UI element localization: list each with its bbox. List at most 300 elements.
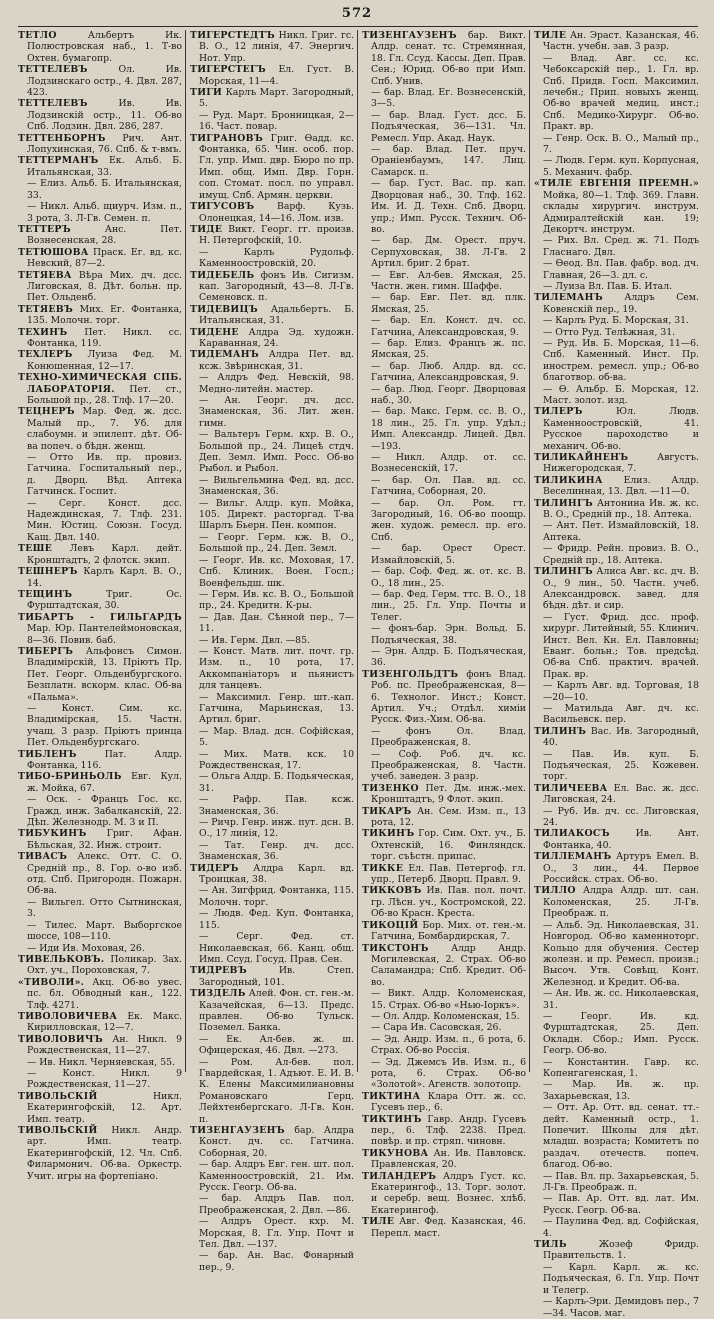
directory-entry [362, 988, 526, 1011]
entry-details: — Мар. Ив. ж. пр. Захарьевская, 13. [543, 1079, 699, 1102]
entry-details: — Георг. Ив. кд. Фурштадтская, 25. Деп. Окладн. Сбор.; Имп. Русск. Геогр. Об-во. [543, 1010, 699, 1057]
directory-entry [18, 304, 182, 327]
entry-details: Августъ. Нижегородская, 7. [543, 452, 699, 475]
entry-surname: ТЕТТЕНБОРНЪ [18, 132, 106, 144]
directory-entry [190, 863, 354, 886]
directory-entry [534, 543, 699, 566]
entry-details: Мих. Ег. Фонтанка, 135. Молочн. торг. [27, 303, 182, 327]
directory-entry [362, 235, 526, 269]
entry-details: — Матильда Авг. дч. кс. Васильевск. пер. [543, 702, 699, 726]
entry-details: Алдра Эд. художн. Караванная, 24. [199, 326, 354, 349]
directory-entry [534, 988, 699, 1011]
directory-entry [362, 783, 526, 806]
entry-details: — Евг. Ал-бев. Ямская, 25. Частн. жен. гимн. Шаффе. [371, 269, 526, 292]
entry-details: — Эд. Андр. Изм. п., 6 рота, 6. Страх. Об-во Россія. [371, 1033, 526, 1057]
entry-surname: ТИВОЛЬСКІЙ [18, 1125, 98, 1136]
directory-entry [534, 566, 699, 612]
directory-entry [534, 1296, 699, 1319]
directory-entry [18, 749, 182, 772]
directory-entry [18, 406, 182, 452]
entry-surname: ТЕТЮШОВА [18, 246, 89, 258]
entry-surname: ТИЗЕНКО [362, 782, 419, 794]
directory-entry [534, 680, 699, 703]
directory-entry [534, 920, 699, 988]
directory-entry [534, 1079, 699, 1102]
entry-details: — бар. Алдръ Пав. пол. Преображенская, 2. Двл. —86. [199, 1193, 354, 1216]
directory-entry [190, 87, 354, 110]
entry-details: Поликар. Зах. Охт. уч., Пороховская, 7. [27, 953, 182, 977]
entry-details: Ек. Макс. Кирилловская, 12—7. [27, 1010, 182, 1034]
directory-entry [534, 452, 699, 475]
entry-details: — Тилес. Март. Выборгское шоссе, 108—110. [27, 919, 182, 943]
entry-details: Алдр Андр. Могилевская, 2. Страх. Об-во Саламандра; Спб. Кредит. Об-во. [371, 942, 526, 988]
entry-details: — Людв. Герм. куп. Корпусная, 5. Механич. фабр. [543, 155, 699, 178]
entry-surname: ТИЛЕМАНЪ [534, 292, 603, 304]
entry-surname: ТЕЩИНЪ [18, 588, 73, 600]
entry-surname: ТИЛИНЪ [534, 725, 587, 737]
directory-entry [190, 327, 354, 350]
entry-details: — Тат. Генр. дч. дсс. Знаменская, 36. [199, 839, 354, 863]
entry-surname: ТИЛИНГЪ [534, 566, 593, 578]
entry-details: Алдра Пет. вд. ксж. Звѣринская, 31. [199, 349, 354, 372]
entry-details: — Конст. Сим. кс. Владимірская, 15. Частн. учащ. 3 разр. Пріютъ принца Пет. Ольденбургскаго. [27, 702, 182, 749]
directory-entry [362, 361, 526, 384]
directory-entry [362, 726, 526, 749]
directory-entry [190, 1057, 354, 1125]
directory-entry [18, 133, 182, 156]
directory-entry [190, 635, 354, 646]
entry-details: — бар. Влад. Пет. пруч. Ораніенбаумъ, 147. Лиц. Самарск. п. [371, 144, 526, 178]
entry-surname: ТИДЕНЕ [190, 326, 239, 338]
entry-surname: «ТИЛЕ ЕВГЕНІЯ ПРЕЕМН.» [534, 178, 699, 190]
entry-surname: ТИДЕ [190, 223, 223, 235]
entry-details: Антонина Ив. ж. кс. В. О., Средній пр., 18. Аптека. [543, 497, 699, 521]
entry-details: — бар. Орест Орест. Измайловскій, 5. [371, 543, 526, 566]
entry-details: Акц. Об-во увес. пс. бл. Обводный кан., 122. Тлф. 4271. [27, 976, 182, 1011]
directory-entry [18, 920, 182, 943]
directory-entry [362, 1011, 526, 1022]
directory-entry [534, 1193, 699, 1216]
directory-entry [190, 612, 354, 635]
entry-details: Алдра Карл. вд. Троицкая, 38. [199, 862, 354, 886]
entry-surname: ТИЗЕНГОЛЬДТЪ [362, 668, 459, 680]
entry-details: — Ѳеод. Вл. Пав. фабр. вод. дч. Главная, 26—3. дл. с. [543, 258, 699, 281]
entry-details: — бар. Влад. Густ. дсс. Б. Подъяческая, 36—131. Чл. Ремесл. Упр. Акад. Наук. [371, 109, 526, 144]
directory-entry [534, 235, 699, 258]
directory-entry [18, 943, 182, 954]
directory-entry [534, 1216, 699, 1239]
directory-entry [362, 1216, 526, 1239]
directory-entry [362, 543, 526, 566]
directory-entry [362, 863, 526, 886]
directory-entry [18, 1091, 182, 1125]
directory-entry [362, 828, 526, 862]
directory-entry [534, 258, 699, 281]
entry-surname: ТИЛЛЕМАНЪ [534, 851, 612, 863]
entry-details: — Никл. Альб. щиурч. Изм. п., 3 рота, 3. Л-Гв. Семен. п. [27, 201, 182, 224]
directory-entry [534, 1239, 699, 1262]
entry-details: Евг. Кул. ж. Мойка, 67. [27, 771, 182, 794]
directory-entry [534, 384, 699, 407]
entry-details: Вѣра Мих. дч. дсс. Лиговская, 8. Дѣт. больн. пр. Пет. Ольденб. [27, 269, 182, 304]
directory-entry [534, 1262, 699, 1296]
directory-entry [190, 270, 354, 304]
entry-details: Авг. Фед. Казанская, 46. Перепл. маст. [371, 1216, 526, 1239]
directory-entry [18, 1034, 182, 1057]
entry-details: — Ив. Герм. Двл. —85. [199, 634, 310, 646]
directory-entry [190, 908, 354, 931]
directory-entry [362, 669, 526, 726]
entry-details: фонъ Ив. Сигизм. кап. Загородный, 43—8. Л-Гв. Семеновск. п. [199, 269, 354, 304]
entry-surname: ТЕТЛО [18, 30, 57, 41]
entry-details: — бар. Макс. Герм. сс. В. О., 18 лин., 25. Гл. упр. Удѣл.; Имп. Александр. Лицей. Двл. —193. [371, 406, 526, 452]
entry-details: Анс. Пет. Вознесенская, 28. [27, 223, 182, 247]
entry-details: — Пав. Вл. пр. Захарьевская, 5. Л-Гв. Преображ. п. [543, 1170, 699, 1194]
entry-details: — Вильгел. Отто Сытнинская, 3. [27, 896, 182, 920]
directory-entry [534, 749, 699, 783]
entry-surname: ТИККОВЪ [362, 885, 422, 897]
directory-entry [18, 646, 182, 703]
directory-entry [190, 372, 354, 395]
entry-details: — Пав. Ар. Отт. вд. лат. Им. Русск. Геогр. Об-ва. [543, 1193, 699, 1216]
entry-surname: ТИГЕРСТЕДТЪ [190, 30, 275, 41]
entry-details: — Альб. Эд. Николаевская, 31. Новгород. Об-во каменноторг. Кольцо для обучения. Сестер жолезн. и пр. Ремесл. произв.; Высоч. Утв. Совѣщ. Конт. Железнод. и Кредит. Об-ва. [543, 919, 699, 988]
entry-details: Карлъ Карл. В. О., 14. [27, 566, 182, 589]
directory-entry [18, 897, 182, 920]
directory-entry [534, 133, 699, 156]
directory-entry [534, 851, 699, 885]
directory-entry [362, 1114, 526, 1148]
directory-entry [190, 646, 354, 692]
entry-surname: ТЕТТЕЛЕВЪ [18, 98, 88, 110]
directory-entry [534, 327, 699, 338]
entry-details: Ан. Эраст. Казанская, 46. Частн. учебн. зав. 3 разр. [543, 30, 699, 53]
directory-entry [534, 498, 699, 521]
entry-details: Никл. Екатерингофскій, 12. Арт. Имп. театр. [27, 1090, 182, 1125]
entry-surname: ТИКОЦІЙ [362, 919, 419, 931]
column-1 [18, 30, 186, 1182]
entry-details: — бар. Ел. Конст. дч. сс. Гатчина, Александровская, 9. [371, 315, 526, 338]
entry-details: — бар. Густ. Вас. пр. кап. Дворцовая наб., 30. Тлф. 162. Им. И. Д. Техн. Спб. Дворц. упр.; Имп. Русск. Технич. Об-во. [371, 178, 526, 235]
entry-surname: ТИЛИЧЕЕВА [534, 782, 608, 794]
entry-details: Никл. Андр. арт. Имп. театр. Екатерингофскій, 12. Чл. Спб. Филармонич. Об-ва. Оркестр. Учит. игры на фортепіано. [27, 1125, 182, 1182]
entry-details: Ан. Сем. Изм. п., 13 рота, 12. [371, 805, 526, 829]
directory-entry [534, 520, 699, 543]
entry-details: — Карлъ Руд. Б. Морская, 31. [543, 315, 690, 327]
directory-entry [18, 771, 182, 794]
entry-details: Алдра Алдр. шт. сан. Коломенская, 25. Л-Гв. Преображ. п. [543, 885, 699, 920]
directory-entry [190, 64, 354, 87]
directory-entry [190, 395, 354, 429]
entry-details: — фонъ Ол. Влад. Преображенская, 8. [371, 725, 526, 749]
entry-details: Артуръ Емел. В. О., 3 лин., 44. Первое Российск. страх. Об-во. [543, 851, 699, 886]
directory-entry [534, 30, 699, 53]
entry-details: — Герм. Ив. кс. В. О., Большой пр., 24. Кредитн. К-ры. [199, 588, 354, 612]
entry-details: — Пав. Ив. куп. Б. Подъяческая, 25. Кожевен. торг. [543, 748, 699, 783]
entry-details: Ел. Пав. Петергоф. гл. упр., Петерб. Дворц. Правл. 9. [371, 862, 526, 886]
entry-details: — Отто Ив. пр. провиз. Гатчина. Госпитальный пер., д. Дворц. Вѣд. Аптека Гатчинск. Госпит. [27, 452, 182, 498]
directory-entry [362, 1022, 526, 1033]
entry-surname: ТИБЕРГЪ [18, 645, 74, 657]
entry-details: — Иди Ив. Моховая, 26. [27, 942, 145, 954]
entry-details: Гавр. Андр. Гусевъ пер., 6. Тлф. 2238. Пред. повѣр. и пр. стряп. чиновн. [371, 1113, 526, 1148]
entry-details: Ел. Вас. ж. дсс. Лиговская, 24. [543, 782, 699, 806]
entry-details: бар. Викт. Алдр. сенат. тс. Стремянная, 18. Гл. Ссуд. Кассы. Деп. Прав. Сен.; Юрид. Об-во при Имп. Спб. Унив. [371, 30, 526, 87]
entry-details: — Рафр. Пав. ксж. Знаменская, 36. [199, 794, 354, 817]
directory-entry [362, 292, 526, 315]
entry-surname: ТЕТТЕРЪ [18, 223, 71, 235]
directory-entry [362, 920, 526, 943]
entry-details: — бар. Влад. Ег. Вознесенскій, 3—5. [371, 87, 526, 110]
entry-surname: ТИКТИНА [362, 1090, 421, 1102]
entry-surname: «ТИВОЛИ». [18, 976, 85, 988]
entry-details: Праск. Ег. вд. кс. Невский, 87—2. [27, 246, 182, 270]
entry-details: — Фридр. Рейн. провиз. В. О., Средній пр., 18. Аптека. [543, 543, 699, 566]
entry-surname: ТИБЛЕНЪ [18, 748, 77, 760]
directory-entry [18, 64, 182, 98]
entry-details: — Конст. Матв. лит. почт. гр. Изм. п., 10 рота, 17. Аккомпаніаторъ и пьянистъ для танцевъ. [199, 645, 354, 692]
entry-surname: ТЕЦНЕРЪ [18, 406, 75, 418]
entry-details: Ив. Степ. Загородный, 101. [199, 965, 354, 988]
entry-surname: ТИДЕВИЦЪ [190, 303, 258, 315]
entry-surname: ТИБО-БРИНЬОЛЬ [18, 771, 122, 783]
entry-surname: ТЕШНЕРЪ [18, 566, 78, 578]
directory-entry [18, 270, 182, 304]
directory-entry [362, 178, 526, 235]
entry-surname: ТИДЕБЕЛЬ [190, 269, 255, 281]
column-3 [362, 30, 530, 1239]
directory-entry [362, 30, 526, 87]
directory-entry [18, 589, 182, 612]
entry-details: — Викт. Алдр. Коломенская, 15. Страх. Об-во «Нью-Іоркъ». [371, 988, 526, 1011]
entry-details: Алдръ Густ. кс. Екатерингоф., 13. Торг. золот. и серебр. вещ. Вознес. хлѣб. Екатерингоф. [371, 1170, 526, 1216]
entry-details: Рич. Ант. Лопухинская, 76. Спб. & т-вмъ. [27, 132, 182, 156]
directory-entry [362, 589, 526, 623]
header-rule [18, 26, 698, 27]
directory-entry [362, 144, 526, 178]
entry-details: — бар. Ол. Пав. вд. сс. Гатчина, Соборная, 20. [371, 474, 526, 498]
directory-entry [190, 817, 354, 840]
entry-details: — Руд. Март. Бронницкая, 2—16. Част. повар. [199, 109, 354, 133]
directory-columns [18, 30, 708, 1319]
directory-entry [534, 475, 699, 498]
entry-details: фонъ Влад. Роб. пс. Преображенская, 8—6. Технолог. Инст.; Конст. Артил. Уч.; Отдѣл. химіи Русск. Физ.-Хим. Об-ва. [371, 668, 526, 726]
directory-entry [190, 110, 354, 133]
entry-details: Ан. Ив. Павловск. Правленская, 20. [371, 1147, 526, 1171]
directory-entry [190, 692, 354, 726]
entry-details: — Ан. Георг. дч. дсс. Знаменская, 36. Лит. жен. гимн. [199, 395, 354, 429]
directory-entry [534, 703, 699, 726]
entry-surname: ТЕХНО-ХИМИЧЕСКАЯ СПБ. ЛАБОРАТОРІЯ. [18, 372, 182, 395]
entry-details: — Никл. Алдр. от. сс. Вознесенскій, 17. [371, 452, 526, 475]
entry-details: — Вильг. Алдр. куп. Мойка, 105. Директ. расторгад. Т-ва Шарлъ Бьерн. Пен. компон. [199, 497, 354, 532]
directory-entry [534, 406, 699, 452]
entry-surname: ТИККЕ [362, 862, 404, 874]
entry-details: Алдръ Сем. Ковенскій пер., 19. [543, 292, 699, 315]
entry-details: Ив. Ив. Лодзинскій остр., 11. Об-во Спб. Лодзин. Двл. 286, 287. [27, 98, 182, 133]
directory-entry [534, 178, 699, 235]
entry-details: Юл. Людв. Каменноостровскій, 41. Русское пароходство и механич. Об-во. [543, 406, 699, 452]
page-number: 572 [341, 6, 373, 21]
entry-details: — бар. Евг. Пет. вд. плк. Ямская, 25. [371, 292, 526, 315]
entry-surname: ТИДРЕВЪ [190, 965, 247, 977]
entry-surname: ТИДЕМАНЪ [190, 349, 259, 361]
entry-surname: ТЕТТЕРМАНЪ [18, 155, 99, 167]
directory-entry [18, 851, 182, 897]
directory-entry [190, 988, 354, 1034]
entry-details: Альфонсъ Симон. Владимірскій, 13. Пріютъ Пр. Пет. Георг. Ольденбургского. Безплатн. вскорм. клас. Об-ва «Пальма». [27, 645, 182, 703]
entry-details: — Елиз. Альб. Б. Итальянская, 33. [27, 178, 182, 201]
entry-details: — Карлъ Авг. вд. Торговая, 18—20—10. [543, 680, 699, 703]
entry-details: Ив. Пав. пол. почт. гр. Лѣсн. уч., Костромской, 22. Об-во Красн. Креста. [371, 885, 526, 920]
entry-details: — Оск. - Францъ Гос. кс. Гражд. инж. Забалканскій, 22. Дѣп. Железнодр. М. 3 и П. [27, 794, 182, 829]
entry-details: — Соф. Роб. дч. кс. Преображенская, 8. Частн. учеб. заведен. 3 разр. [371, 748, 526, 783]
directory-entry [534, 783, 699, 806]
column-4 [534, 30, 702, 1319]
entry-details: Ел. Густ. В. Морская, 11—4. [199, 64, 354, 87]
entry-details: — Влад. Авг. сс. кс. Чебоксарскій пер., 1. Гл. вр. Спб. Придв. Госп. Максимил. лечебн.; Прип. новыхъ женщ. Об-во врачей медиц. инст.; Спб. Медико-Хирург. Об-во. Практ. вр. [543, 52, 699, 133]
entry-details: Алей. Фон. ст. ген.-м. Казачейская, 6—13. Предс. правлен. Об-во Тульск. Поземел. Банка. [199, 988, 354, 1034]
entry-details: Мар. Фед. ж. дсс. Малый пр., 7. Уб. для слабоумн. и эпилепт. дѣт. Об-ва попеч. о бѣдн. женщ. [27, 406, 182, 452]
directory-entry [362, 110, 526, 144]
directory-entry [18, 247, 182, 270]
directory-entry [362, 1057, 526, 1091]
entry-details: Алиса Авг. кс. дч. В. О., 9 лин., 50. Частн. учеб. Александровск. завед. для бѣдн. дѣт. и сир. [543, 566, 699, 612]
directory-entry [18, 1057, 182, 1068]
entry-details: — Максимил. Генр. шт.-кап. Гатчина, Марьинская, 13. Артил. бриг. [199, 691, 354, 726]
entry-details: — Ѳ. Альбр. Б. Морская, 12. Маст. золот. изд. [543, 383, 699, 406]
entry-surname: ТИЛИАКОСЪ [534, 828, 610, 840]
directory-entry [190, 1193, 354, 1216]
entry-surname: ТИКТИНЪ [362, 1113, 422, 1125]
entry-details: — Ант. Пет. Измайловскій, 18. Аптека. [543, 520, 699, 543]
directory-entry [190, 1159, 354, 1193]
entry-details: — Ол. Алдр. Коломенская, 15. [371, 1010, 520, 1022]
entry-details: — бар. Елиз. Францъ ж. пс. Ямская, 25. [371, 337, 526, 361]
directory-entry [190, 498, 354, 532]
entry-surname: ТИЛЕ [362, 1216, 395, 1228]
entry-surname: ТИБАРТЪ - ГИЛЬГАРДЪ [18, 611, 182, 623]
directory-entry [362, 1148, 526, 1171]
entry-details: Мойка, 80—1. Тлф. 369. Главн. склады хирургич. инструм. Адмиралтейскій кан. 19; Декортч. инструм. [543, 189, 699, 235]
column-2 [190, 30, 358, 1273]
entry-surname: ТИКИНЪ [362, 828, 415, 840]
entry-details: — фонъ-бар. Эрн. Вольд. Б. Подъяческая, 38. [371, 623, 526, 646]
entry-details: — бар. Соф. Фед. ж. от. кс. В. О., 18 лин., 25. [371, 566, 526, 589]
entry-details: — Ив. Никл. Черняевская, 55. [27, 1056, 175, 1068]
directory-entry [18, 703, 182, 749]
entry-details: — Отт. Ар. Отт. вд. сенат. тт.-дейт. Каменный остр., 1. Попечит. Школы для дѣт. младш. возраста; Комитетъ по раздач. отечеств. попеч. благод. Об-во. [543, 1102, 699, 1171]
directory-entry [362, 338, 526, 361]
directory-entry [190, 30, 354, 64]
entry-details: — Отто Руд. Телѣжная, 31. [543, 326, 676, 338]
entry-details: — Алдръ Фед. Невскій, 98. Медно-литейн. мастер. [199, 372, 354, 395]
entry-details: Варф. Кузь. Олонецкая, 14—16. Лом. изв. [199, 201, 354, 224]
directory-entry [534, 726, 699, 749]
directory-entry [190, 247, 354, 270]
directory-entry [18, 224, 182, 247]
entry-details: — Ан. Зигфрид. Фонтанка, 115. Молочн. торг. [199, 885, 354, 908]
entry-details: бар. Алдра Конст. дч. сс. Гатчина. Соборная, 20. [199, 1125, 354, 1159]
entry-details: — Паулина Фед. вд. Софійская, 4. [543, 1216, 699, 1239]
directory-entry [190, 201, 354, 224]
directory-entry [362, 806, 526, 829]
directory-entry [190, 133, 354, 201]
directory-entry [362, 623, 526, 646]
directory-entry [18, 543, 182, 566]
entry-details: — Руд. Ив. Б. Морская, 11—6. Спб. Каменный. Инст. Пр. инострем. ремесл. упр.; Об-во благотвор. об-ва. [543, 337, 699, 384]
entry-details: Карлъ Март. Загородный, 5. [199, 87, 354, 110]
entry-surname: ТИБУКИНЪ [18, 828, 87, 840]
entry-surname: ТИКАРЪ [362, 805, 412, 817]
directory-entry [18, 828, 182, 851]
directory-entry [18, 349, 182, 372]
directory-entry [190, 931, 354, 965]
entry-surname: ТИЛИКИНА [534, 474, 603, 486]
directory-entry [18, 1125, 182, 1182]
directory-entry [362, 315, 526, 338]
entry-surname: ТЕТЯЕВЪ [18, 303, 74, 315]
directory-entry [190, 794, 354, 817]
entry-details: — Карлъ Рудольф. Каменноостровскій, 20. [199, 246, 354, 270]
directory-entry [362, 452, 526, 475]
directory-entry [534, 885, 699, 919]
entry-surname: ТИВОЛЬСКІЙ [18, 1090, 98, 1102]
entry-surname: ТИГЕРСТЕГЪ [190, 64, 266, 76]
directory-entry [190, 349, 354, 372]
entry-details: Никл. Григ. гс. В. О., 12 линія, 47. Энергич. Нот. Упр. [199, 30, 354, 64]
entry-details: Луиза Фед. М. Конюшенная, 12—17. [27, 349, 182, 372]
entry-surname: ТИЛЛО [534, 885, 576, 897]
entry-surname: ТИЗЕНГАУЗЕНЪ [190, 1125, 285, 1136]
entry-details: — Густ. Фрид. дсс. проф. хирург. Литейный, 55. Клинич. Инст. Вел. Кн. Ел. Павловны; Еванг. больн.; Тов. предсѣд. Об-ва Спб. практич. врачей. Прак. вр. [543, 611, 699, 680]
entry-details: Бор. Мих. от. ген.-м. Гатчина, Бомбардирская, 7. [371, 919, 526, 943]
directory-entry [534, 806, 699, 829]
directory-entry [190, 771, 354, 794]
directory-entry [534, 1102, 699, 1170]
directory-entry [18, 794, 182, 828]
entry-details: — Конст. Никл. 9 Рождественская, 11—27. [27, 1067, 182, 1091]
entry-details: Жозеф Фридр. Правительств. 1. [543, 1239, 699, 1262]
directory-entry [18, 977, 182, 1011]
entry-details: — Ан. Ив. ж. сс. Николаевская, 31. [543, 988, 699, 1011]
directory-entry [18, 155, 182, 178]
entry-surname: ТИЗДЕЛЬ [190, 988, 246, 1000]
entry-surname: ТИДЕРЪ [190, 862, 239, 874]
entry-details: Адальбертъ. Б. Итальянская, 31. [199, 303, 354, 327]
directory-entry [18, 178, 182, 201]
entry-surname: ТИГУСОВЪ [190, 201, 255, 213]
entry-details: Викт. Георг. гг. произв. Н. Петергофскій, 10. [199, 223, 354, 247]
entry-details: Елиз. Алдр. Веселинная, 13. Двл. —11—0. [543, 474, 699, 498]
entry-surname: ТИГРАНОВЪ [190, 132, 264, 144]
entry-details: — Мих. Матв. кск. 10 Рождественская, 17. [199, 748, 354, 771]
entry-details: Ол. Ив. Лодзинскаго остр., 4. Двл. 287, 423. [27, 64, 182, 99]
directory-entry [190, 532, 354, 555]
entry-details: — Луиза Вл. Пав. Б. Итал. [543, 280, 673, 292]
directory-entry [362, 498, 526, 544]
directory-entry [190, 726, 354, 749]
directory-entry [362, 566, 526, 589]
entry-details: — Эд. Джемсъ Ив. Изм. п., 6 рота, 6. Страх. Об-во «Золотой». Агенств. золотопр. [371, 1056, 526, 1091]
entry-details: — Дав. Дан. Сѣнной пер., 7—11. [199, 611, 354, 635]
entry-details: — Алдръ Орест. кхр. М. Морская, 8. Гл. Упр. Почт и Тел. Двл. —137. [199, 1216, 354, 1251]
directory-entry [190, 749, 354, 772]
entry-surname: ТИЛАНДЕРЪ [362, 1170, 437, 1182]
entry-details: — Рих. Вл. Сред. ж. 71. Подъ Гласнаго. Двл. [543, 235, 699, 258]
entry-details: Левъ Карл. дейт. Кронштадтъ, 2 флотск. экип. [27, 543, 182, 566]
entry-surname: ТЕТТЕЛЕВЪ [18, 64, 88, 76]
